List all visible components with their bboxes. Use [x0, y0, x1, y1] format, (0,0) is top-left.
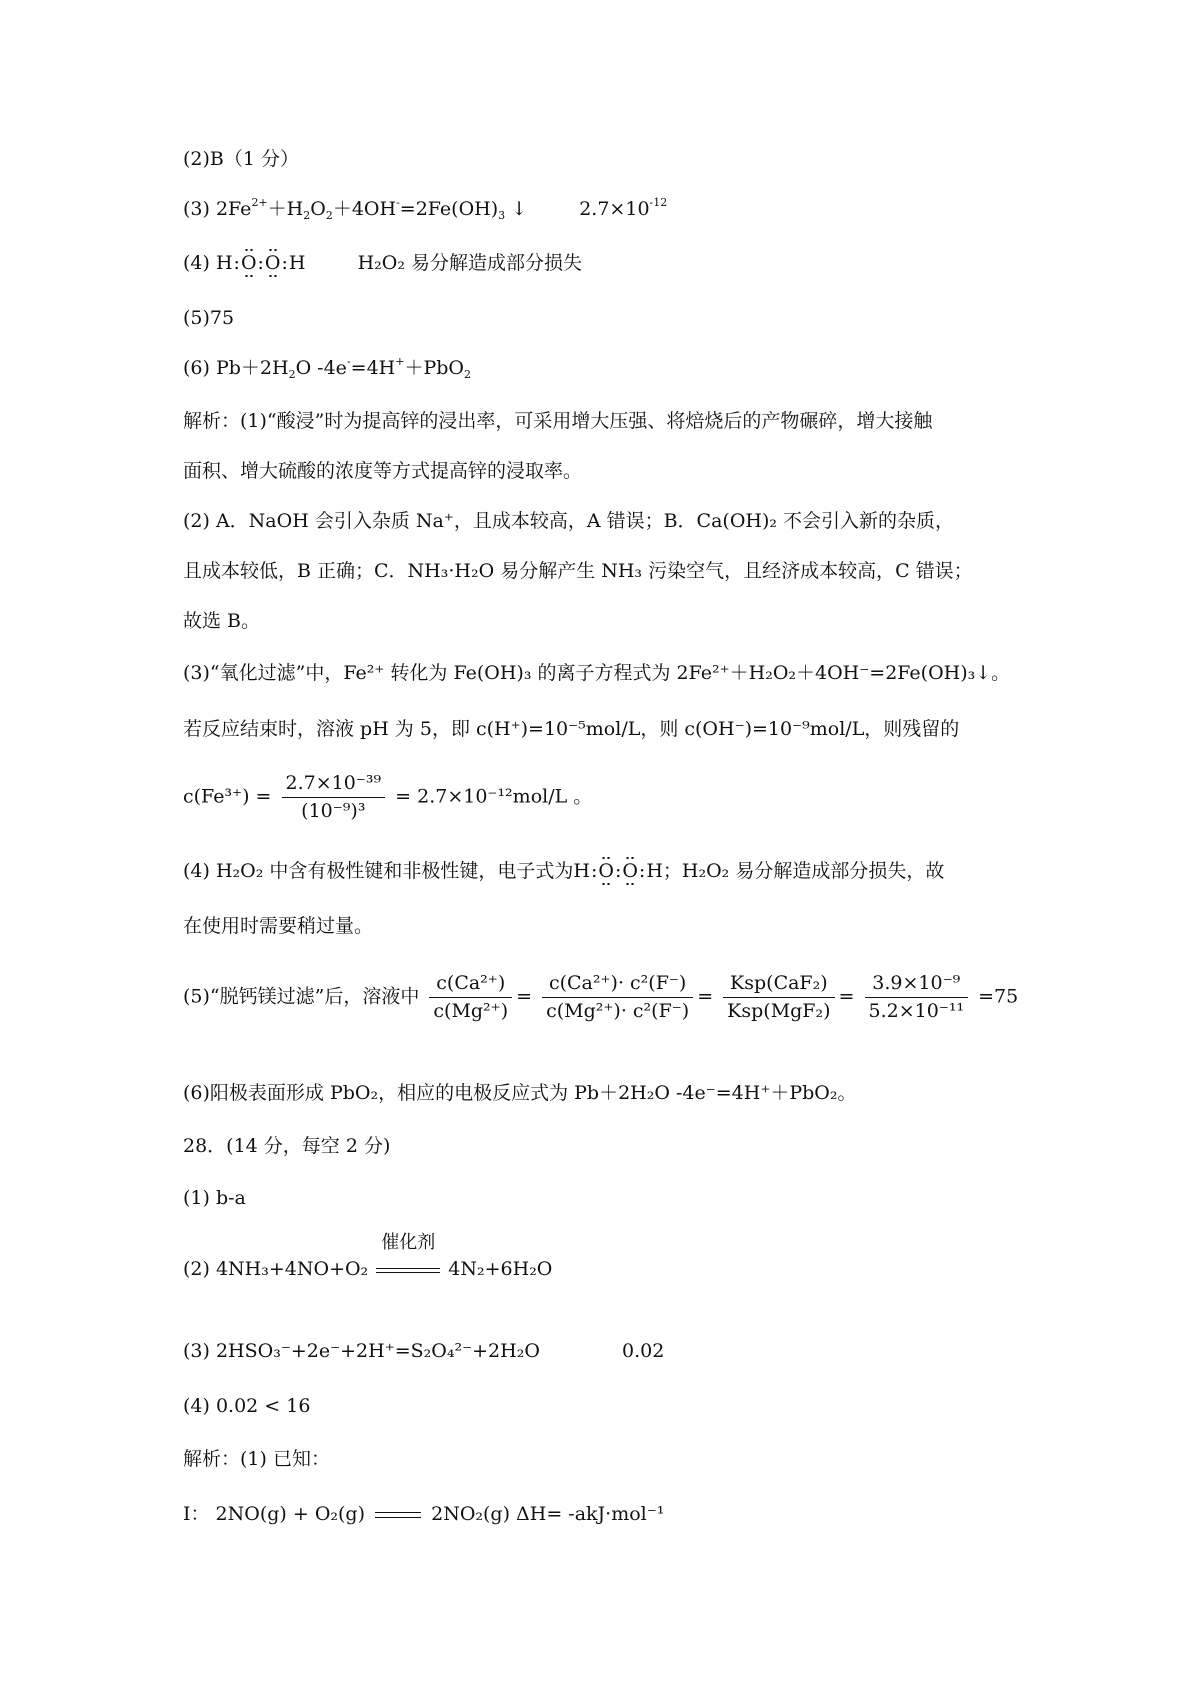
- answer-4: (4) H:O:O:H H₂O₂ 易分解造成部分损失: [183, 252, 582, 274]
- fraction-ca-mg: $\frac{\text{c(Ca²⁺)}}{\text{c(Mg²⁺)}}$: [429, 972, 512, 1023]
- equation-I: I： 2NO(g) + O₂(g) 2NO₂(g) ΔH= -akJ·mol⁻¹: [183, 1503, 665, 1525]
- fraction-fe: $\frac{\text{2.7×10⁻³⁹}}{\text{(10⁻⁹)³}}$: [282, 772, 386, 823]
- answer-28-4: (4) 0.02 < 16: [183, 1395, 311, 1417]
- analysis-1b: 面积、增大硫酸的浓度等方式提高锌的浸取率。: [183, 460, 583, 482]
- analysis-4a: (4) H₂O₂ 中含有极性键和非极性键，电子式为H:O:O:H；H₂O₂ 易分解造成部分损失，故: [183, 860, 945, 882]
- analysis-3a: (3)“氧化过滤”中，Fe²⁺ 转化为 Fe(OH)₃ 的离子方程式为 2Fe²⁺＋H₂O₂＋4OH⁻=2Fe(OH)₃↓。: [183, 662, 1011, 684]
- answer-6: (6) $Pb+2H_2O$ -4e-=4H+＋PbO$_2$: [183, 355, 471, 381]
- analysis-3c: c(Fe³⁺) = $\frac{\text{2.7×10⁻³⁹}}{\text{(10⁻⁹)³}}$ = 2.7×10⁻¹²mol/L 。: [183, 772, 593, 822]
- answer-28-1: (1) b-a: [183, 1187, 246, 1209]
- analysis-5: (5)“脱钙镁过滤”后，溶液中 $\frac{\text{c(Ca²⁺)}}{\text{c(Mg²⁺)}}$ = $\frac{\text{c(Ca²⁺)· c²(F⁻)}}{\text{c(Mg²⁺)· c²(F⁻)}}$ = $\frac{\text{Ksp(CaF₂)}}{\text{Ksp(MgF₂)}}$ = $\frac{\text{3.9×10⁻⁹}}{\text{5.2×10⁻¹¹}}$ =75: [183, 972, 1019, 1022]
- fraction-ca-mg-f: $\frac{\text{c(Ca²⁺)· c²(F⁻)}}{\text{c(Mg²⁺)· c²(F⁻)}}$: [542, 972, 693, 1023]
- analysis-6: (6)阳极表面形成 PbO₂，相应的电极反应式为 Pb＋2H₂O -4e⁻=4H⁺＋PbO₂。: [183, 1082, 857, 1104]
- catalyst-arrow: 催化剂: [374, 1258, 442, 1281]
- answer-28-3: (3) 2HSO₃⁻+2e⁻+2H⁺=S₂O₄²⁻+2H₂O 0.02: [183, 1340, 665, 1362]
- analysis-2b: 且成本较低，B 正确；C．NH₃·H₂O 易分解产生 NH₃ 污染空气，且经济成本较高，C 错误；: [183, 560, 973, 582]
- analysis-28-1: 解析：(1) 已知：: [183, 1448, 330, 1470]
- analysis-4b: 在使用时需要稍过量。: [183, 915, 374, 937]
- analysis-2a: (2) A．NaOH 会引入杂质 Na⁺，且成本较高，A 错误；B．Ca(OH)₂ 不会引入新的杂质，: [183, 510, 955, 532]
- fraction-ksp: $\frac{\text{Ksp(CaF₂)}}{\text{Ksp(MgF₂)}}$: [723, 972, 834, 1023]
- answer-28-2: (2) 4NH₃+4NO+O₂ 催化剂 4N₂+6H₂O: [183, 1232, 553, 1280]
- analysis-2c: 故选 B。: [183, 610, 261, 632]
- answer-2: (2)B（1 分）: [183, 148, 300, 170]
- analysis-3b: 若反应结束时，溶液 pH 为 5，即 c(H⁺)=10⁻⁵mol/L，则 c(OH⁻)=10⁻⁹mol/L，则残留的: [183, 718, 960, 740]
- answer-3: (3) $2Fe^{2+}+H_2O_2+4OH^-=2Fe(OH)_3$ ↓ $2.7\times 10^{-12}$: [183, 196, 668, 222]
- answer-5: (5)75: [183, 307, 235, 329]
- question-28: 28．(14 分，每空 2 分): [183, 1135, 391, 1157]
- analysis-1a: 解析：(1)“酸浸”时为提高锌的浸出率，可采用增大压强、将焙烧后的产物碾碎，增大接触: [183, 410, 933, 432]
- fraction-values: $\frac{\text{3.9×10⁻⁹}}{\text{5.2×10⁻¹¹}}$: [865, 972, 969, 1023]
- equilibrium-arrow: [375, 1510, 421, 1520]
